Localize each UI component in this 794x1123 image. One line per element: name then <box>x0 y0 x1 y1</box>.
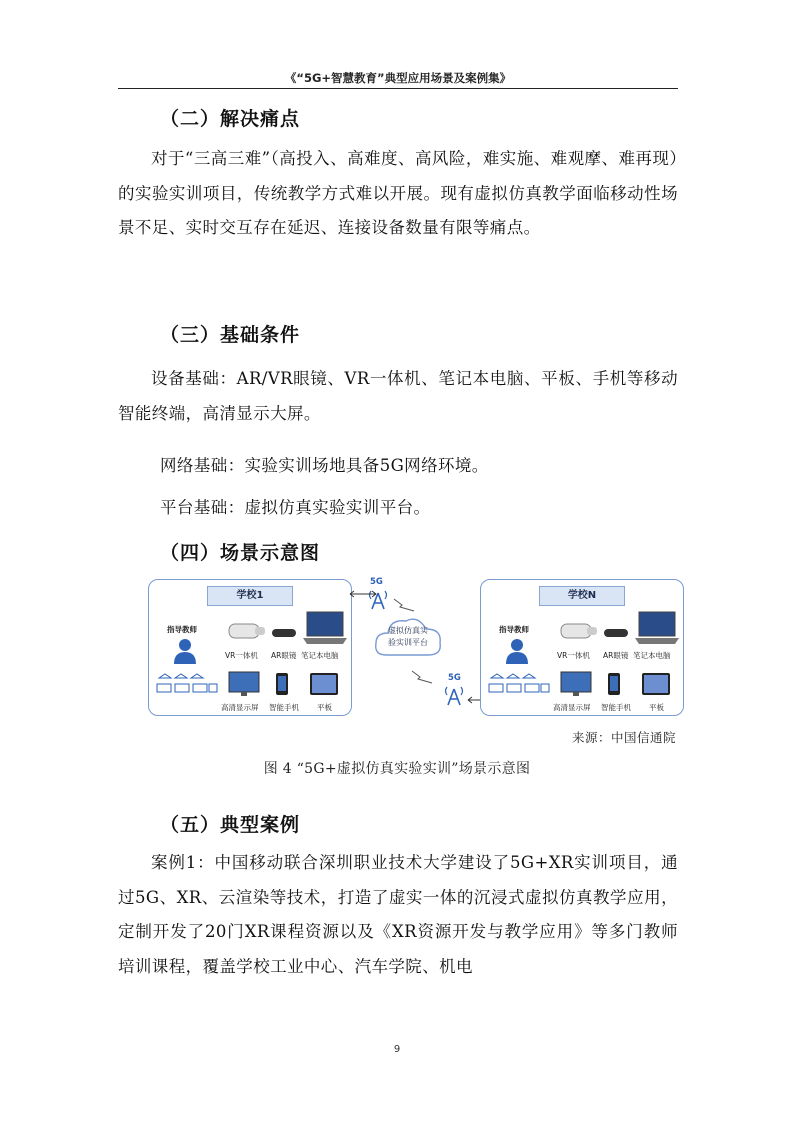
laptop-icon <box>301 610 347 646</box>
section-heading-pain-points: （二）解决痛点 <box>160 108 301 130</box>
ar-glasses-icon <box>271 626 297 640</box>
pain-points-paragraph: 对于“三高三难”（高投入、高难度、高风险，难实施、难观摩、难再现）的实验实训项目，传统教学方式难以开展。现有虚拟仿真教学面临移动性场景不足、实时交互存在延迟、连接设备数量有限等痛点。 <box>118 149 678 237</box>
teacher-label: 指导教师 <box>167 625 197 634</box>
section-heading-scenario-diagram: （四）场景示意图 <box>160 542 321 564</box>
cloud-platform <box>372 611 444 663</box>
screen-label-right: 高清显示屏 <box>553 703 591 712</box>
vr-label: VR一体机 <box>225 651 258 660</box>
tablet-icon-right <box>641 672 671 696</box>
vr-label-right: VR一体机 <box>557 651 590 660</box>
screen-icon-right <box>559 670 593 698</box>
signal-icon-bottom <box>410 669 434 685</box>
school-title-left: 学校1 <box>207 586 293 606</box>
header-rule <box>118 88 678 89</box>
section-heading-basic-conditions: （三）基础条件 <box>160 324 301 346</box>
ar-glasses-icon-right <box>603 626 629 640</box>
platform-basis-line: 平台基础：虚拟仿真实验实训平台。 <box>160 498 431 517</box>
screen-label: 高清显示屏 <box>221 703 259 712</box>
school-box-left <box>148 579 352 716</box>
fiveg-label-top: 5G <box>370 577 383 587</box>
ar-label: AR眼镜 <box>271 651 297 660</box>
antenna-icon-bottom <box>442 683 466 707</box>
tablet-label-right: 平板 <box>649 703 664 712</box>
tablet-label: 平板 <box>317 703 332 712</box>
laptop-label: 笔记本电脑 <box>301 651 339 660</box>
students-icon <box>155 672 219 698</box>
tablet-icon <box>309 672 339 696</box>
vr-headset-icon-right <box>557 620 599 642</box>
phone-icon-right <box>607 672 621 696</box>
page-number: 9 <box>393 1044 401 1055</box>
figure-source: 来源：中国信通院 <box>571 730 676 745</box>
cloud-label-line1: 虚拟仿真实 <box>388 626 428 635</box>
vr-headset-icon <box>225 620 267 642</box>
cloud-label <box>372 625 444 649</box>
phone-icon <box>275 672 289 696</box>
school-title-right: 学校N <box>539 586 625 606</box>
laptop-icon-right <box>633 610 679 646</box>
fiveg-label-bottom: 5G <box>448 673 461 683</box>
screen-icon <box>227 670 261 698</box>
teacher-label-right: 指导教师 <box>499 625 529 634</box>
arrow-icon-top-left <box>348 589 378 599</box>
teacher-icon-right <box>505 638 529 664</box>
typical-case-paragraph: 案例1：中国移动联合深圳职业技术大学建设了5G+XR实训项目，通过5G、XR、云渲染等技术，打造了虚实一体的沉浸式虚拟仿真教学应用，定制开发了20门XR课程资源以及《XR资源开发与教学应用》等多门教师培训课程，覆盖学校工业中心、汽车学院、机电 <box>118 853 678 976</box>
network-basis-line: 网络基础：实验实训场地具备5G网络环境。 <box>160 456 489 475</box>
phone-label-right: 智能手机 <box>601 703 631 712</box>
ar-label-right: AR眼镜 <box>603 651 629 660</box>
device-basis-paragraph: 设备基础：AR/VR眼镜、VR一体机、笔记本电脑、平板、手机等移动智能终端，高清显示大屏。 <box>118 369 678 423</box>
running-header: 《“5G+智慧教育”典型应用场景及案例集》 <box>284 71 512 85</box>
section-heading-typical-case: （五）典型案例 <box>160 814 301 836</box>
laptop-label-right: 笔记本电脑 <box>633 651 671 660</box>
cloud-label-line2: 验实训平台 <box>388 638 428 647</box>
students-icon-right <box>487 672 551 698</box>
phone-label: 智能手机 <box>269 703 299 712</box>
school-box-right <box>480 579 684 716</box>
figure-caption: 图 4 “5G+虚拟仿真实验实训”场景示意图 <box>263 761 531 777</box>
scenario-diagram <box>148 573 688 718</box>
teacher-icon <box>173 638 197 664</box>
